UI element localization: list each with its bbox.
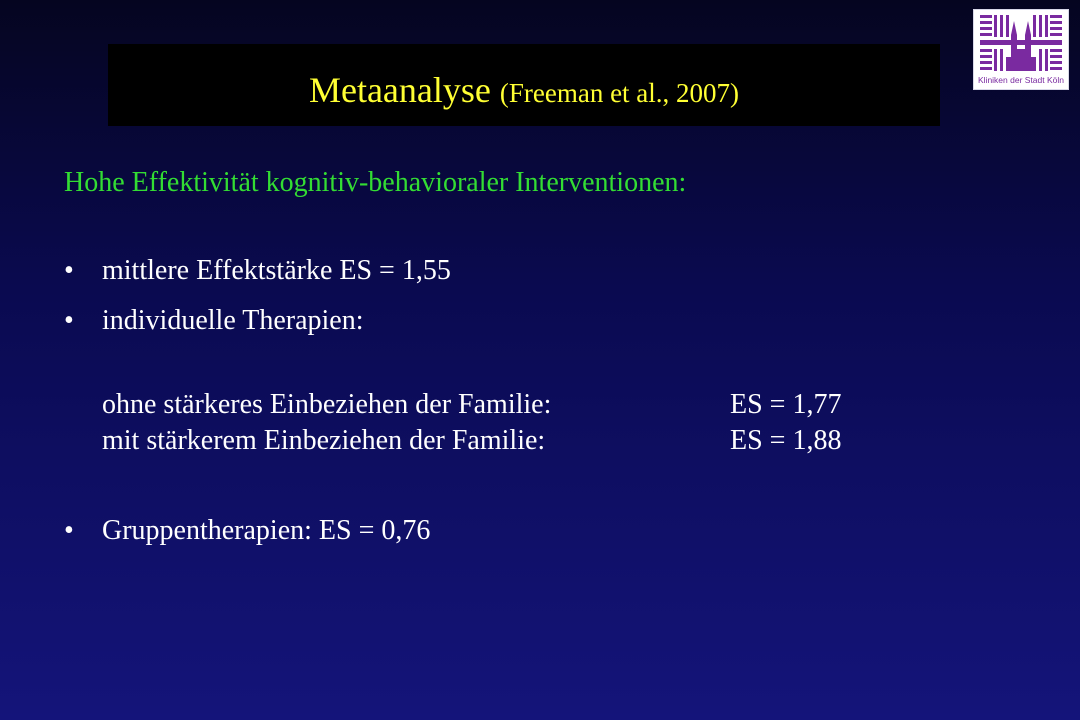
title-citation: (Freeman et al., 2007) [499, 78, 740, 108]
subtitle: Hohe Effektivität kognitiv-behavioraler Interventionen: [64, 167, 687, 198]
sub-item-value: ES = 1,77 [730, 389, 842, 420]
logo-text: Kliniken der Stadt Köln [978, 75, 1064, 85]
sub-item-label: mit stärkerem Einbeziehen der Familie: [102, 425, 546, 456]
bullet-1: • [64, 255, 74, 286]
sub-item-value: ES = 1,88 [730, 425, 842, 456]
sub-item-label: ohne stärkeres Einbeziehen der Familie: [102, 389, 552, 420]
cathedral-cross-icon [978, 13, 1064, 73]
clinic-logo [973, 9, 1069, 90]
slide-title [108, 70, 940, 113]
title-main: Metaanalyse [308, 70, 491, 110]
list-item: Gruppentherapien: ES = 0,76 [102, 515, 431, 546]
bullet-2: • [64, 305, 74, 336]
title-bar [108, 44, 940, 126]
list-item: individuelle Therapien: [102, 305, 364, 336]
list-item: mittlere Effektstärke ES = 1,55 [102, 255, 451, 286]
bullet-3: • [64, 515, 74, 546]
